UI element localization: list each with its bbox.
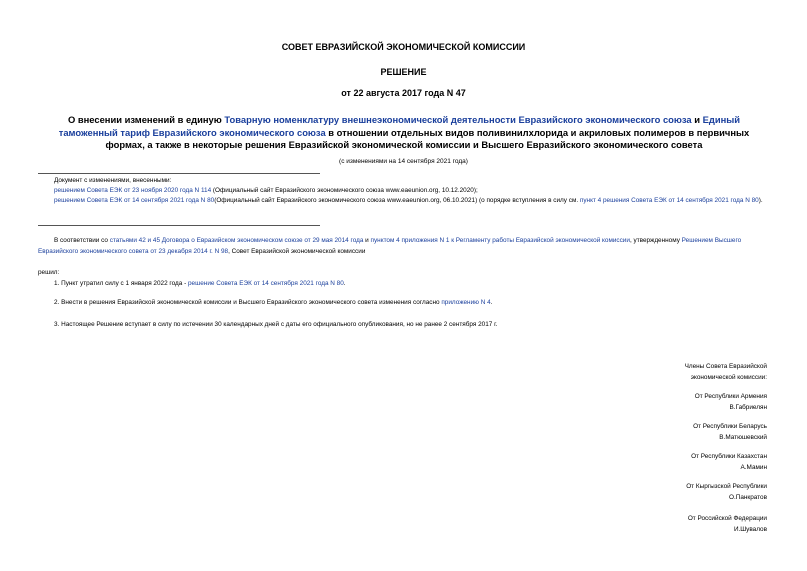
signature-belarus	[567, 422, 767, 443]
item-2-text: 2. Внести в решения Евразийской экономической комиссии и Высшего Евразийского экономического совета изменения согласно	[54, 299, 442, 306]
signature-russia	[567, 514, 767, 535]
signature-country: От Республики Казахстан	[691, 453, 767, 460]
signature-name: И.Шувалов	[733, 525, 767, 533]
organization-heading: СОВЕТ ЕВРАЗИЙСКОЙ ЭКОНОМИЧЕСКОЙ КОМИССИИ	[281, 42, 526, 52]
item-1-text: 1. Пункт утратил силу с 1 января 2022 года -	[54, 280, 188, 287]
divider-top	[38, 173, 320, 174]
basis-paragraph	[38, 236, 778, 257]
amendment-text-2-end: ).	[758, 197, 763, 204]
signature-country: От Республики Армения	[694, 393, 767, 400]
signatures-heading-line-1: Члены Совета Евразийской	[684, 363, 767, 370]
item-2	[54, 298, 492, 309]
title-text-1: О внесении изменений в единую	[67, 114, 225, 125]
signature-country: От Российской Федерации	[687, 515, 767, 522]
amendment-line-2	[38, 196, 778, 207]
title-link-tn-ved[interactable]: Товарную номенклатуру внешнеэкономической деятельности Евразийского экономического союза	[224, 114, 692, 125]
signature-name: В.Матюшевский	[719, 433, 767, 441]
divider-bottom	[38, 225, 320, 226]
signature-country: От Кыргызской Республики	[686, 483, 767, 490]
item-3: 3. Настоящее Решение вступает в силу по истечении 30 календарных дней с даты его официального опубликования, но не ранее 2 сентября 2017 г.	[54, 321, 498, 328]
signature-armenia	[567, 392, 767, 413]
resolved-label: решил:	[38, 269, 60, 276]
signature-country: От Республики Беларусь	[693, 423, 767, 430]
signature-kazakhstan	[567, 452, 767, 473]
document-kind-heading: РЕШЕНИЕ	[380, 67, 427, 77]
basis-text-3: , утвержденному	[629, 237, 682, 244]
signature-name: А.Мамин	[740, 463, 767, 471]
item-1-end: .	[343, 280, 346, 287]
amendment-text-1: (Официальный сайт Евразийского экономического союза www.eaeunion.org, 10.12.2020);	[211, 187, 478, 194]
signatures-heading	[567, 362, 767, 383]
amendments-heading: Документ с изменениями, внесенными:	[54, 177, 172, 184]
signature-name: О.Панкратов	[729, 493, 767, 501]
basis-text-2: и	[363, 237, 371, 244]
title-link-tariff[interactable]: Единый таможенный тариф Евразийского экономического союза	[58, 114, 741, 138]
item-2-link[interactable]: приложению N 4	[441, 299, 491, 306]
amendment-link-1[interactable]: решением Совета ЕЭК от 23 ноября 2020 года N 114	[54, 187, 212, 194]
edition-note: (с изменениями на 14 сентября 2021 года)	[339, 158, 468, 165]
basis-link-decision[interactable]: Решением Высшего Евразийского экономического совета от 23 декабря 2014 г. N 98	[38, 237, 742, 255]
signature-kyrgyzstan	[567, 482, 767, 503]
item-2-end: .	[490, 299, 493, 306]
basis-text-1: В соответствии со	[54, 237, 110, 244]
signature-name: В.Габриелян	[729, 403, 767, 411]
amendment-link-2[interactable]: решением Совета ЕЭК от 14 сентября 2021 года N 80	[54, 197, 215, 204]
signatures-heading-line-2: экономической комиссии:	[690, 373, 767, 381]
document-title	[38, 114, 770, 152]
item-1-link[interactable]: решение Совета ЕЭК от 14 сентября 2021 года N 80	[188, 280, 344, 287]
amendment-line-1	[54, 186, 478, 197]
document-date-number: от 22 августа 2017 года N 47	[341, 88, 466, 98]
amendment-text-2: (Официальный сайт Евразийского экономического союза www.eaeunion.org, 06.10.2021) (о порядке вступления в силу см.	[214, 197, 580, 204]
item-1	[54, 279, 346, 290]
basis-text-4: , Совет Евразийской экономической комиссии	[228, 247, 366, 255]
title-text-2: и	[691, 114, 703, 125]
basis-link-regulation[interactable]: пунктом 4 приложения N 1 к Регламенту работы Евразийской экономической комиссии	[370, 237, 630, 244]
basis-link-treaty[interactable]: статьями 42 и 45 Договора о Евразийском экономическом союзе от 29 мая 2014 года	[109, 237, 364, 244]
amendment-link-3[interactable]: пункт 4 решения Совета ЕЭК от 14 сентября 2021 года N 80	[579, 197, 759, 204]
title-text-3: в отношении отдельных видов поливинилхлорида и акриловых полимеров в первичных формах, а также в некоторые решения Евразийской экономической комиссии и Высшего Евразийского экономического совета	[105, 126, 750, 150]
